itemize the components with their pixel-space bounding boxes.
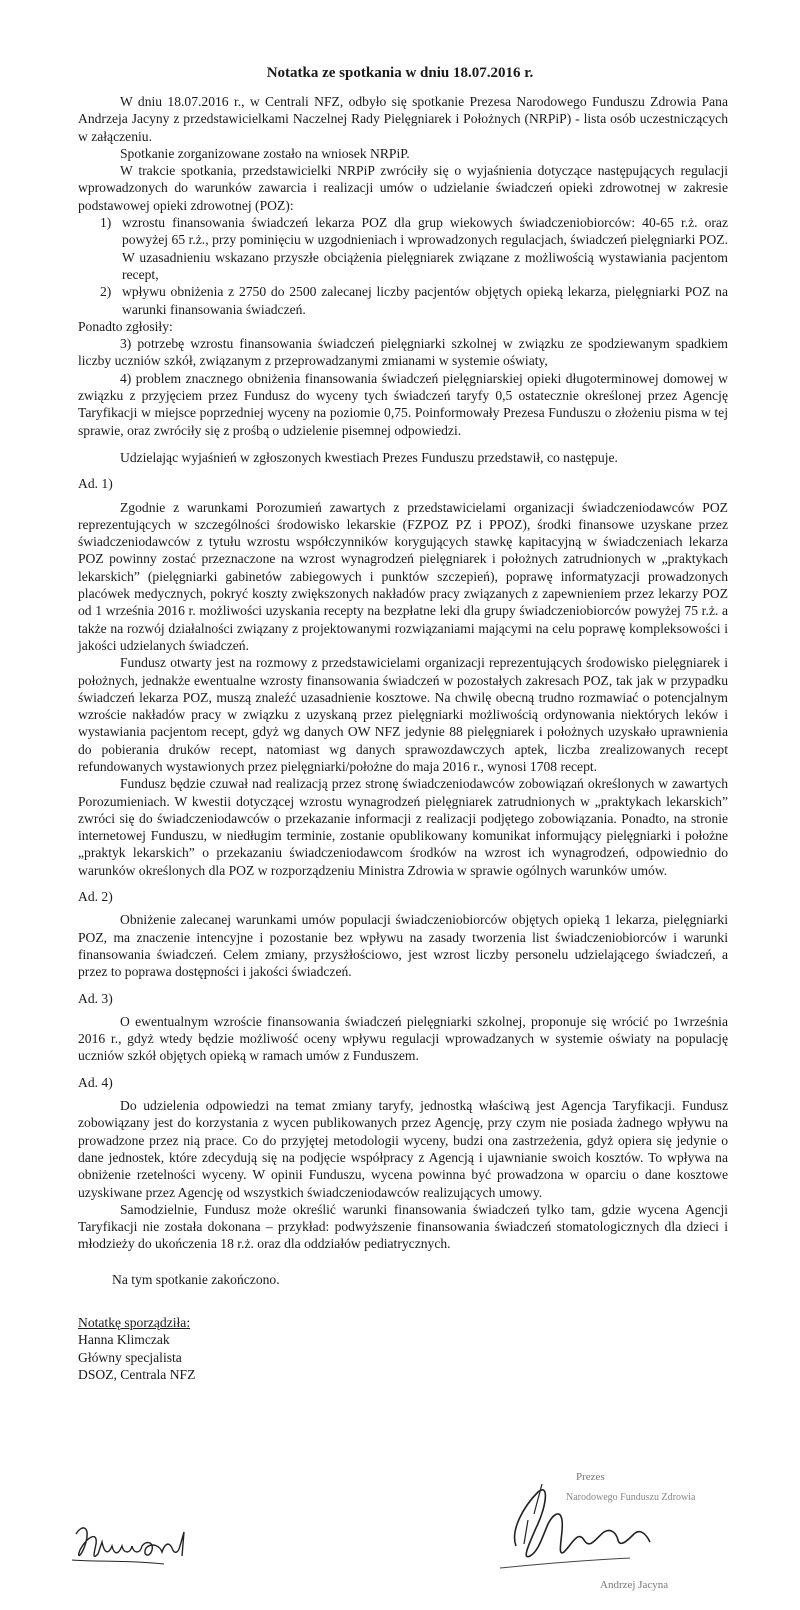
list-item-number: 2): [100, 284, 112, 300]
ad3-heading: Ad. 3): [78, 990, 113, 1006]
list-item-number: 1): [100, 215, 112, 231]
list-item: [100, 214, 728, 283]
ad2-paragraph: Obniżenie zalecanej warunkami umów populacji świadczeniobiorców objętych opieką 1 lekarza, pielęgniarki POZ, ma znaczenie intencyjne i pozostanie bez wpływu na zasady tworzenia list świadczeniobiorców i warunki finansowania świadczeń. Celem zmiany, przysżłościowo, jest wzrost liczby personelu udzielającego świadczeń, a przez to poprawa dostępności i jakości świadczeń.: [78, 912, 728, 980]
list-item-text: wpływu obniżenia z 2750 do 2500 zalecanej liczby pacjentów objętych opieką lekarza, pielęgniarki POZ na warunki finansowania świadczeń.: [122, 284, 728, 317]
intro-paragraph: Spotkanie zorganizowane zostało na wniosek NRPiP.: [120, 145, 410, 161]
signer-dept: DSOZ, Centrala NFZ: [78, 1366, 196, 1382]
stamp-line: Prezes: [576, 1471, 605, 1483]
ad1-paragraph: Fundusz będzie czuwał nad realizacją przez stronę świadczeniodawców zobowiązań określonych w zawartych Porozumieniach. W kwestii dotyczącej wzrostu wynagrodzeń pielęgniarek zatrudnionych w „praktykach lekarskich” zwróci się do świadczeniodawców o przekazanie informacji z realizacji podjętego zobowiązania. Ponadto, na stronie internetowej Funduszu, w niedługim terminie, zostanie opublikowany komunikat informujący pielęgniarki i położne „praktyk lekarskich” o przekazaniu świadczeniodawcom środków na wzrost ich wynagrodzeń, odpowiednio do warunków określonych dla POZ w rozporządzeniu Ministra Zdrowia w sprawie ogólnych warunków umów.: [78, 776, 728, 878]
ad1-paragraph: Fundusz otwarty jest na rozmowy z przedstawicielami organizacji reprezentujących środowisko pielęgniarek i położnych, jednakże ewentualne wzrosty finansowania świadczeń w pozostałych zakresach POZ, tak jak w przypadku świadczeń lekarza POZ, muszą znaleźć uzasadnienie kosztowe. Na chwilę obecną trudno rozmawiać o potencjalnym wzroście nakładów pracy w związku z uzyskaną przez pielęgniarki możliwością ordynowania niektórych leków i wystawiania pacjentom recept, gdyż wg danych OW NFZ jedynie 88 pielęgniarek i położnych uzyskało uprawnienia do pobierania druków recept, natomiast wg danych sprawozdawczych aptek, liczba zrealizowanych recept refundowanych wystawionych przez pielęgniarki/położne do maja 2016 r., wynosi 1708 recept.: [78, 655, 728, 774]
intro-paragraph: W trakcie spotkania, przedstawicielki NRPiP zwróciły się o wyjaśnienia dotyczące następujących regulacji wprowadzonych do warunków zawarcia i realizacji umów o udzielanie świadczeń opieki zdrowotnej w zakresie podstawowej opieki zdrowotnej (POZ):: [78, 163, 728, 213]
signer-block: [78, 1314, 728, 1383]
document-title: Notatka ze spotkania w dniu 18.07.2016 r.: [266, 65, 534, 81]
stamp-line: Narodowego Funduszu Zdrowia: [566, 1492, 696, 1503]
intro-paragraph: W dniu 18.07.2016 r., w Centrali NFZ, odbyło się spotkanie Prezesa Narodowego Funduszu Zdrowia Pana Andrzeja Jacyny z przedstawicielkami Naczelnej Rady Pielęgniarek i Położnych (NRPiP) - lista osób uczestniczących w załączeniu.: [78, 94, 728, 144]
signature-stamp: [480, 1460, 700, 1595]
ad2-heading: Ad. 2): [78, 889, 113, 905]
ponadto-line: Ponadto zgłosiły:: [78, 318, 173, 334]
list-item-text: wzrostu finansowania świadczeń lekarza POZ dla grup wiekowych świadczeniobiorców: 40-65 r.ż. oraz powyżej 65 r.ż., przy pominięciu w uzgodnieniach i wprowadzonych regulacjach, świadczeń pielęgniarki POZ. W uzasadnieniu wskazano przyszłe obciążenia pielęgniarek związane z możliwością wystawiania pacjentom recept,: [122, 215, 728, 282]
closing-line: Na tym spotkanie zakończono.: [112, 1271, 280, 1287]
list2-item: 3) potrzebę wzrostu finansowania świadczeń pielęgniarki szkolnej w związku ze spodziewanym spadkiem liczby uczniów szkół, związanym z przeprowadzanymi zmianami w systemie oświaty,: [78, 336, 728, 369]
ad1-paragraph: Zgodnie z warunkami Porozumień zawartych z przedstawicielami organizacji świadczeniodawców POZ reprezentujących w szczególności środowisko lekarskie (FZPOZ PZ i PPOZ), środki finansowe uzyskane przez świadczeniodawców z tytułu wzrostu współczynników korygujących stawkę kapitacyjną w świadczeniach lekarza POZ powinny zostać przeznaczone na wzrost wynagrodzeń pielęgniarek i położnych zatrudnionych w „praktykach lekarskich” (pielęgniarki gabinetów zabiegowych i punktów szczepień), poprawę informatyzacji prowadzonych placówek medycznych, pokryć koszty zwiększonych nakładów pracy związanych z zapewnieniem przez lekarzy POZ od 1 września 2016 r. możliwości uzyskania recepty na bezpłatne leki dla grupy świadczeniobiorców powyżej 75 r.ż. a także na rozwój działalności związany z projektowanymi rozwiązaniami mającymi na celu poprawę kompleksowości i jakości udzielanych świadczeń.: [78, 499, 728, 653]
document-body: [78, 93, 728, 1383]
ad4-paragraph: Samodzielnie, Fundusz może określić warunki finansowania świadczeń tylko tam, gdzie wycena Agencji Taryfikacji nie została dokonana – przykład: podwyższenie finansowania świadczeń stomatologicznych dla dzieci i młodzieży do ukończenia 18 r.ż. oraz dla oddziałów pediatrycznych.: [78, 1201, 728, 1252]
signer-name: Hanna Klimczak: [78, 1332, 170, 1348]
handwritten-signature-left: [68, 1520, 218, 1570]
ad1-heading: Ad. 1): [78, 476, 113, 492]
ad4-paragraph: Do udzielenia odpowiedzi na temat zmiany taryfy, jednostką właściwą jest Agencja Taryfikacji. Fundusz zobowiązany jest do korzystania z wycen publikowanych przez Agencję, przy czym nie posiada żadnego wpływu na prowadzone przez nią prace. Co do przyjętej metodologii wyceny, budzi ona zastrzeżenia, gdyż opiera się jedynie o dane jednostek, które zdecydują się na podjęcie współpracy z Agencją i ujawnianie swoich kosztów. To wpływa na obniżenie rzetelności wyceny. W opinii Funduszu, wycena powinna być prowadzona w oparciu o dane kosztowe uzyskiwane przez Agencję od wszystkich świadczeniodawców realizujących umowy.: [78, 1098, 728, 1200]
stamp-line: Andrzej Jacyna: [600, 1579, 669, 1591]
list2-item: 4) problem znacznego obniżenia finansowania świadczeń pielęgniarskiej opieki długoterminowej domowej w związku z przyjęciem przez Fundusz do wyceny tych świadczeń taryfy 0,5 ostatecznie określonej przez Agencję Taryfikacji w miejsce poprzedniej wyceny na poziomie 0,75. Poinformowały Prezesa Funduszu o złożeniu pisma w tej sprawie, oraz zwróciły się z prośbą o udzielenie pisemnej odpowiedzi.: [78, 370, 728, 438]
list-item: [100, 283, 728, 318]
ad3-paragraph: O ewentualnym wzroście finansowania świadczeń pielęgniarki szkolnej, proponuje się wrócić po 1września 2016 r., gdyż wtedy będzie możliwość oceny wpływu regulacji wprowadzanych w systemie oświaty na populację uczniów szkół objętych opieką w ramach umów z Funduszem.: [78, 1013, 728, 1064]
signer-heading: Notatkę sporządziła:: [78, 1315, 191, 1330]
ad4-heading: Ad. 4): [78, 1074, 113, 1090]
lead-paragraph: Udzielając wyjaśnień w zgłoszonych kwestiach Prezes Funduszu przedstawił, co następuje.: [120, 449, 618, 465]
signer-role: Główny specjalista: [78, 1349, 182, 1365]
